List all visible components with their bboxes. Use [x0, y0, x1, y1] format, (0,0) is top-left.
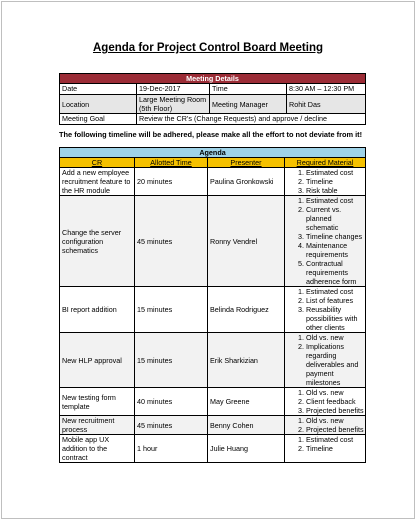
column-header-required-material: Required Material [285, 158, 366, 168]
required-material-cell [285, 196, 366, 287]
table-row [60, 388, 366, 416]
page-title: Agenda for Project Control Board Meeting [92, 42, 323, 54]
allotted-time-cell: 45 minutes [135, 416, 208, 435]
goal-value: Review the CR’s (Change Requests) and approve / decline [137, 114, 366, 125]
material-item: 1. Old vs. new [306, 333, 364, 342]
material-item: 2. Current vs. planned schematic [306, 205, 364, 232]
material-item: 2. Projected benefits [306, 425, 364, 434]
table-row [60, 435, 366, 463]
material-item: 2. Timeline [306, 177, 364, 186]
table-row [60, 168, 366, 196]
material-item: 1. Old vs. new [306, 416, 364, 425]
allotted-time-cell: 40 minutes [135, 388, 208, 416]
material-item: 1. Old vs. new [306, 388, 364, 397]
material-item: 3. Reusability possibilities with other clients [306, 305, 364, 332]
required-material-cell [285, 333, 366, 388]
material-item: 1. Estimated cost [306, 196, 364, 205]
manager-label: Meeting Manager [210, 95, 287, 114]
required-material-cell [285, 388, 366, 416]
presenter-cell: May Greene [208, 388, 285, 416]
agenda-header: Agenda [60, 148, 366, 158]
material-item: 2. Implications regarding deliverables and payment milestones [306, 342, 364, 387]
required-material-cell [285, 416, 366, 435]
material-item: 2. Timeline [306, 444, 364, 453]
material-list [286, 287, 364, 332]
cr-cell: New HLP approval [60, 333, 135, 388]
allotted-time-cell: 15 minutes [135, 333, 208, 388]
presenter-cell: Ronny Vendrel [208, 196, 285, 287]
presenter-cell: Erik Sharkizian [208, 333, 285, 388]
allotted-time-cell: 20 minutes [135, 168, 208, 196]
material-item: 2. Client feedback [306, 397, 364, 406]
agenda-table [59, 147, 366, 463]
location-value: Large Meeting Room (5th Floor) [137, 95, 210, 114]
table-row [60, 196, 366, 287]
document-page [1, 1, 415, 519]
manager-value: Rohit Das [287, 95, 366, 114]
material-list [286, 168, 364, 195]
allotted-time-cell: 15 minutes [135, 287, 208, 333]
table-row [60, 287, 366, 333]
presenter-cell: Julie Huang [208, 435, 285, 463]
cr-cell: BI report addition [60, 287, 135, 333]
cr-cell: Add a new employee recruitment feature to the HR module [60, 168, 135, 196]
required-material-cell [285, 168, 366, 196]
meeting-details-table [59, 73, 366, 125]
time-label: Time [210, 84, 287, 95]
material-list [286, 388, 364, 415]
required-material-cell [285, 435, 366, 463]
presenter-cell: Paulina Gronkowski [208, 168, 285, 196]
column-header-cr: CR [60, 158, 135, 168]
material-item: 3. Timeline changes [306, 232, 364, 241]
table-row [60, 416, 366, 435]
date-value: 19-Dec-2017 [137, 84, 210, 95]
location-label: Location [60, 95, 137, 114]
presenter-cell: Benny Cohen [208, 416, 285, 435]
allotted-time-cell: 45 minutes [135, 196, 208, 287]
meeting-details-header: Meeting Details [60, 74, 366, 84]
required-material-cell [285, 287, 366, 333]
cr-cell: Mobile app UX addition to the contract [60, 435, 135, 463]
column-header-presenter: Presenter [208, 158, 285, 168]
date-label: Date [60, 84, 137, 95]
goal-label: Meeting Goal [60, 114, 137, 125]
material-item: 3. Projected benefits [306, 406, 364, 415]
timeline-notice: The following timeline will be adhered, please make all the effort to not deviate from it! [59, 130, 363, 139]
allotted-time-cell: 1 hour [135, 435, 208, 463]
material-item: 5. Contractual requirements adherence form [306, 259, 364, 286]
material-item: 1. Estimated cost [306, 168, 364, 177]
presenter-cell: Belinda Rodriguez [208, 287, 285, 333]
cr-cell: New testing form template [60, 388, 135, 416]
material-item: 4. Maintenance requirements [306, 241, 364, 259]
material-list [286, 416, 364, 434]
cr-cell: Change the server configuration schematics [60, 196, 135, 287]
material-list [286, 333, 364, 387]
column-header-allotted-time: Allotted Time [135, 158, 208, 168]
material-item: 2. List of features [306, 296, 364, 305]
material-list [286, 196, 364, 286]
cr-cell: New recruitment process [60, 416, 135, 435]
time-value: 8:30 AM – 12:30 PM [287, 84, 366, 95]
table-row [60, 333, 366, 388]
material-list [286, 435, 364, 453]
material-item: 3. Risk table [306, 186, 364, 195]
material-item: 1. Estimated cost [306, 435, 364, 444]
material-item: 1. Estimated cost [306, 287, 364, 296]
